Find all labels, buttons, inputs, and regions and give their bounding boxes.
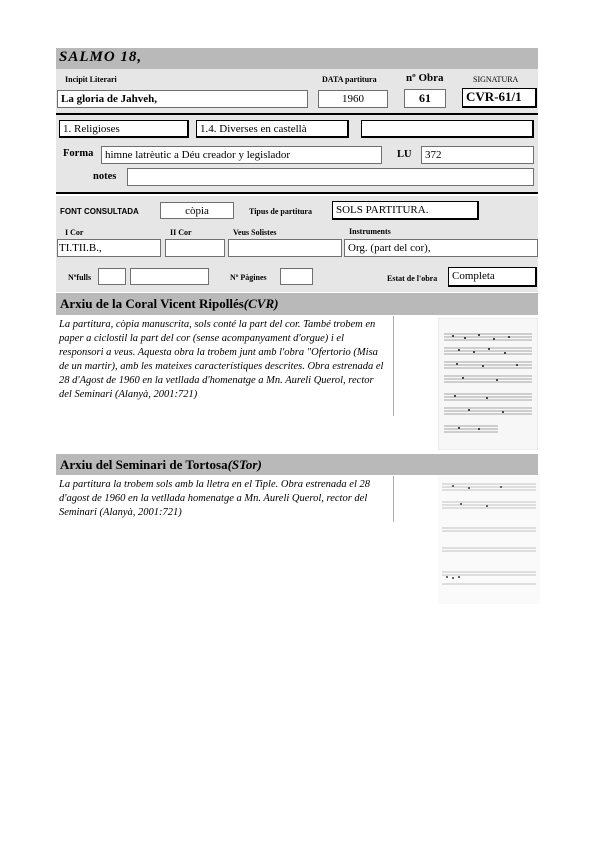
estat-label: Estat de l'obra bbox=[387, 274, 438, 283]
category-1-field[interactable]: 1. Religioses bbox=[59, 120, 189, 138]
category-2-field[interactable]: 1.4. Diverses en castellà bbox=[196, 120, 349, 138]
incipit-field[interactable]: La gloria de Jahveh, bbox=[57, 90, 308, 108]
note-mark bbox=[502, 411, 504, 413]
note-mark bbox=[454, 395, 456, 397]
section-stor-title-text: Arxiu del Seminari de Tortosa bbox=[60, 457, 228, 472]
divider-thick bbox=[56, 192, 538, 194]
data-field[interactable]: 1960 bbox=[318, 90, 388, 108]
note-mark bbox=[446, 576, 448, 578]
nfulls-field-b[interactable] bbox=[130, 268, 209, 285]
note-mark bbox=[478, 334, 480, 336]
font-consultada-label: FONT CONSULTADA bbox=[60, 207, 139, 216]
incipit-label: Incipit Literari bbox=[65, 75, 117, 84]
score-thumbnail-stor bbox=[438, 476, 540, 604]
note-mark bbox=[478, 428, 480, 430]
nfulls-field-a[interactable] bbox=[98, 268, 126, 285]
note-mark bbox=[496, 379, 498, 381]
lu-field[interactable]: 372 bbox=[421, 146, 534, 164]
ii-cor-label: II Cor bbox=[170, 228, 192, 237]
estat-field[interactable]: Completa bbox=[448, 267, 537, 287]
nfulls-label: Nºfulls bbox=[68, 273, 92, 282]
instruments-label: Instruments bbox=[349, 227, 391, 236]
note-mark bbox=[464, 337, 466, 339]
note-mark bbox=[452, 335, 454, 337]
note-mark bbox=[486, 505, 488, 507]
font-field[interactable]: còpia bbox=[160, 202, 234, 219]
section-cvr-title-text: Arxiu de la Coral Vicent Ripollés bbox=[60, 296, 244, 311]
note-mark bbox=[516, 364, 518, 366]
section-stor-text: La partitura la trobem sols amb la lletra en el Tiple. Obra estrenada el 28 d'agost de 1960 en la vetllada homenatge a Mn. Aureli Querol, rector del Seminari (Alanyà, 2001:721) bbox=[59, 479, 371, 518]
note-mark bbox=[458, 427, 460, 429]
section-cvr-title bbox=[60, 296, 278, 312]
instruments-field[interactable]: Org. (part del cor), bbox=[344, 239, 538, 257]
section-cvr-text: La partitura, còpia manuscrita, sols conté la part del cor. També trobem en paper a ciclostil la part del cor (sense acompanyament d'orgue) i el responsori a veus. Aquesta obra la trobem junt amb l'obra "Ofertorio (Misa de un martir), amb les mateixes característiques descrites. Obra estrenada el 28 d'Agost de 1960 en la vetllada d'homenatge a Mn. Aureli Querol, rector del Seminari (Alanyà, 2001:721) bbox=[59, 319, 384, 400]
forma-field[interactable]: himne latrèutic a Déu creador y legislador bbox=[101, 146, 382, 164]
note-mark bbox=[473, 351, 475, 353]
category-3-field[interactable] bbox=[361, 120, 534, 138]
i-cor-field[interactable]: TI.TII.B., bbox=[57, 239, 161, 257]
note-mark bbox=[504, 352, 506, 354]
npagines-field[interactable] bbox=[280, 268, 313, 285]
notes-label: notes bbox=[93, 171, 117, 182]
section-cvr-code: (CVR) bbox=[243, 296, 279, 311]
note-mark bbox=[458, 576, 460, 578]
n-obra-field[interactable]: 61 bbox=[404, 89, 446, 108]
note-mark bbox=[486, 397, 488, 399]
lu-label: LU bbox=[397, 149, 412, 160]
section-cvr-divider bbox=[393, 316, 394, 416]
veus-solistes-field[interactable] bbox=[228, 239, 342, 257]
note-mark bbox=[488, 348, 490, 350]
note-mark bbox=[500, 486, 502, 488]
note-mark bbox=[452, 485, 454, 487]
note-mark bbox=[460, 503, 462, 505]
veus-solistes-label: Veus Solistes bbox=[233, 228, 277, 237]
note-mark bbox=[468, 487, 470, 489]
signatura-label: SIGNATURA bbox=[473, 75, 519, 84]
note-mark bbox=[482, 365, 484, 367]
tipus-field[interactable]: SOLS PARTITURA. bbox=[332, 201, 479, 220]
note-mark bbox=[462, 377, 464, 379]
score-page bbox=[438, 318, 538, 450]
note-mark bbox=[493, 338, 495, 340]
page-title: SALMO 18, bbox=[59, 49, 143, 65]
score-page bbox=[438, 476, 540, 604]
tipus-label: Tipus de partitura bbox=[249, 207, 312, 216]
note-mark bbox=[452, 577, 454, 579]
i-cor-label: I Cor bbox=[65, 228, 84, 237]
section-stor-code: (STor) bbox=[227, 457, 262, 472]
note-mark bbox=[456, 363, 458, 365]
ii-cor-field[interactable] bbox=[165, 239, 225, 257]
note-mark bbox=[468, 409, 470, 411]
note-mark bbox=[508, 336, 510, 338]
section-stor-title bbox=[60, 457, 262, 473]
notes-field[interactable] bbox=[127, 168, 534, 186]
note-mark bbox=[458, 349, 460, 351]
section-stor-divider bbox=[393, 476, 394, 522]
npagines-label: Nº Pàgines bbox=[230, 273, 267, 282]
forma-label: Forma bbox=[63, 148, 94, 159]
signatura-field[interactable]: CVR-61/1 bbox=[462, 88, 537, 108]
n-obra-label: nº Obra bbox=[406, 72, 444, 84]
data-partitura-label: DATA partitura bbox=[322, 75, 377, 84]
score-thumbnail-cvr bbox=[438, 318, 538, 450]
